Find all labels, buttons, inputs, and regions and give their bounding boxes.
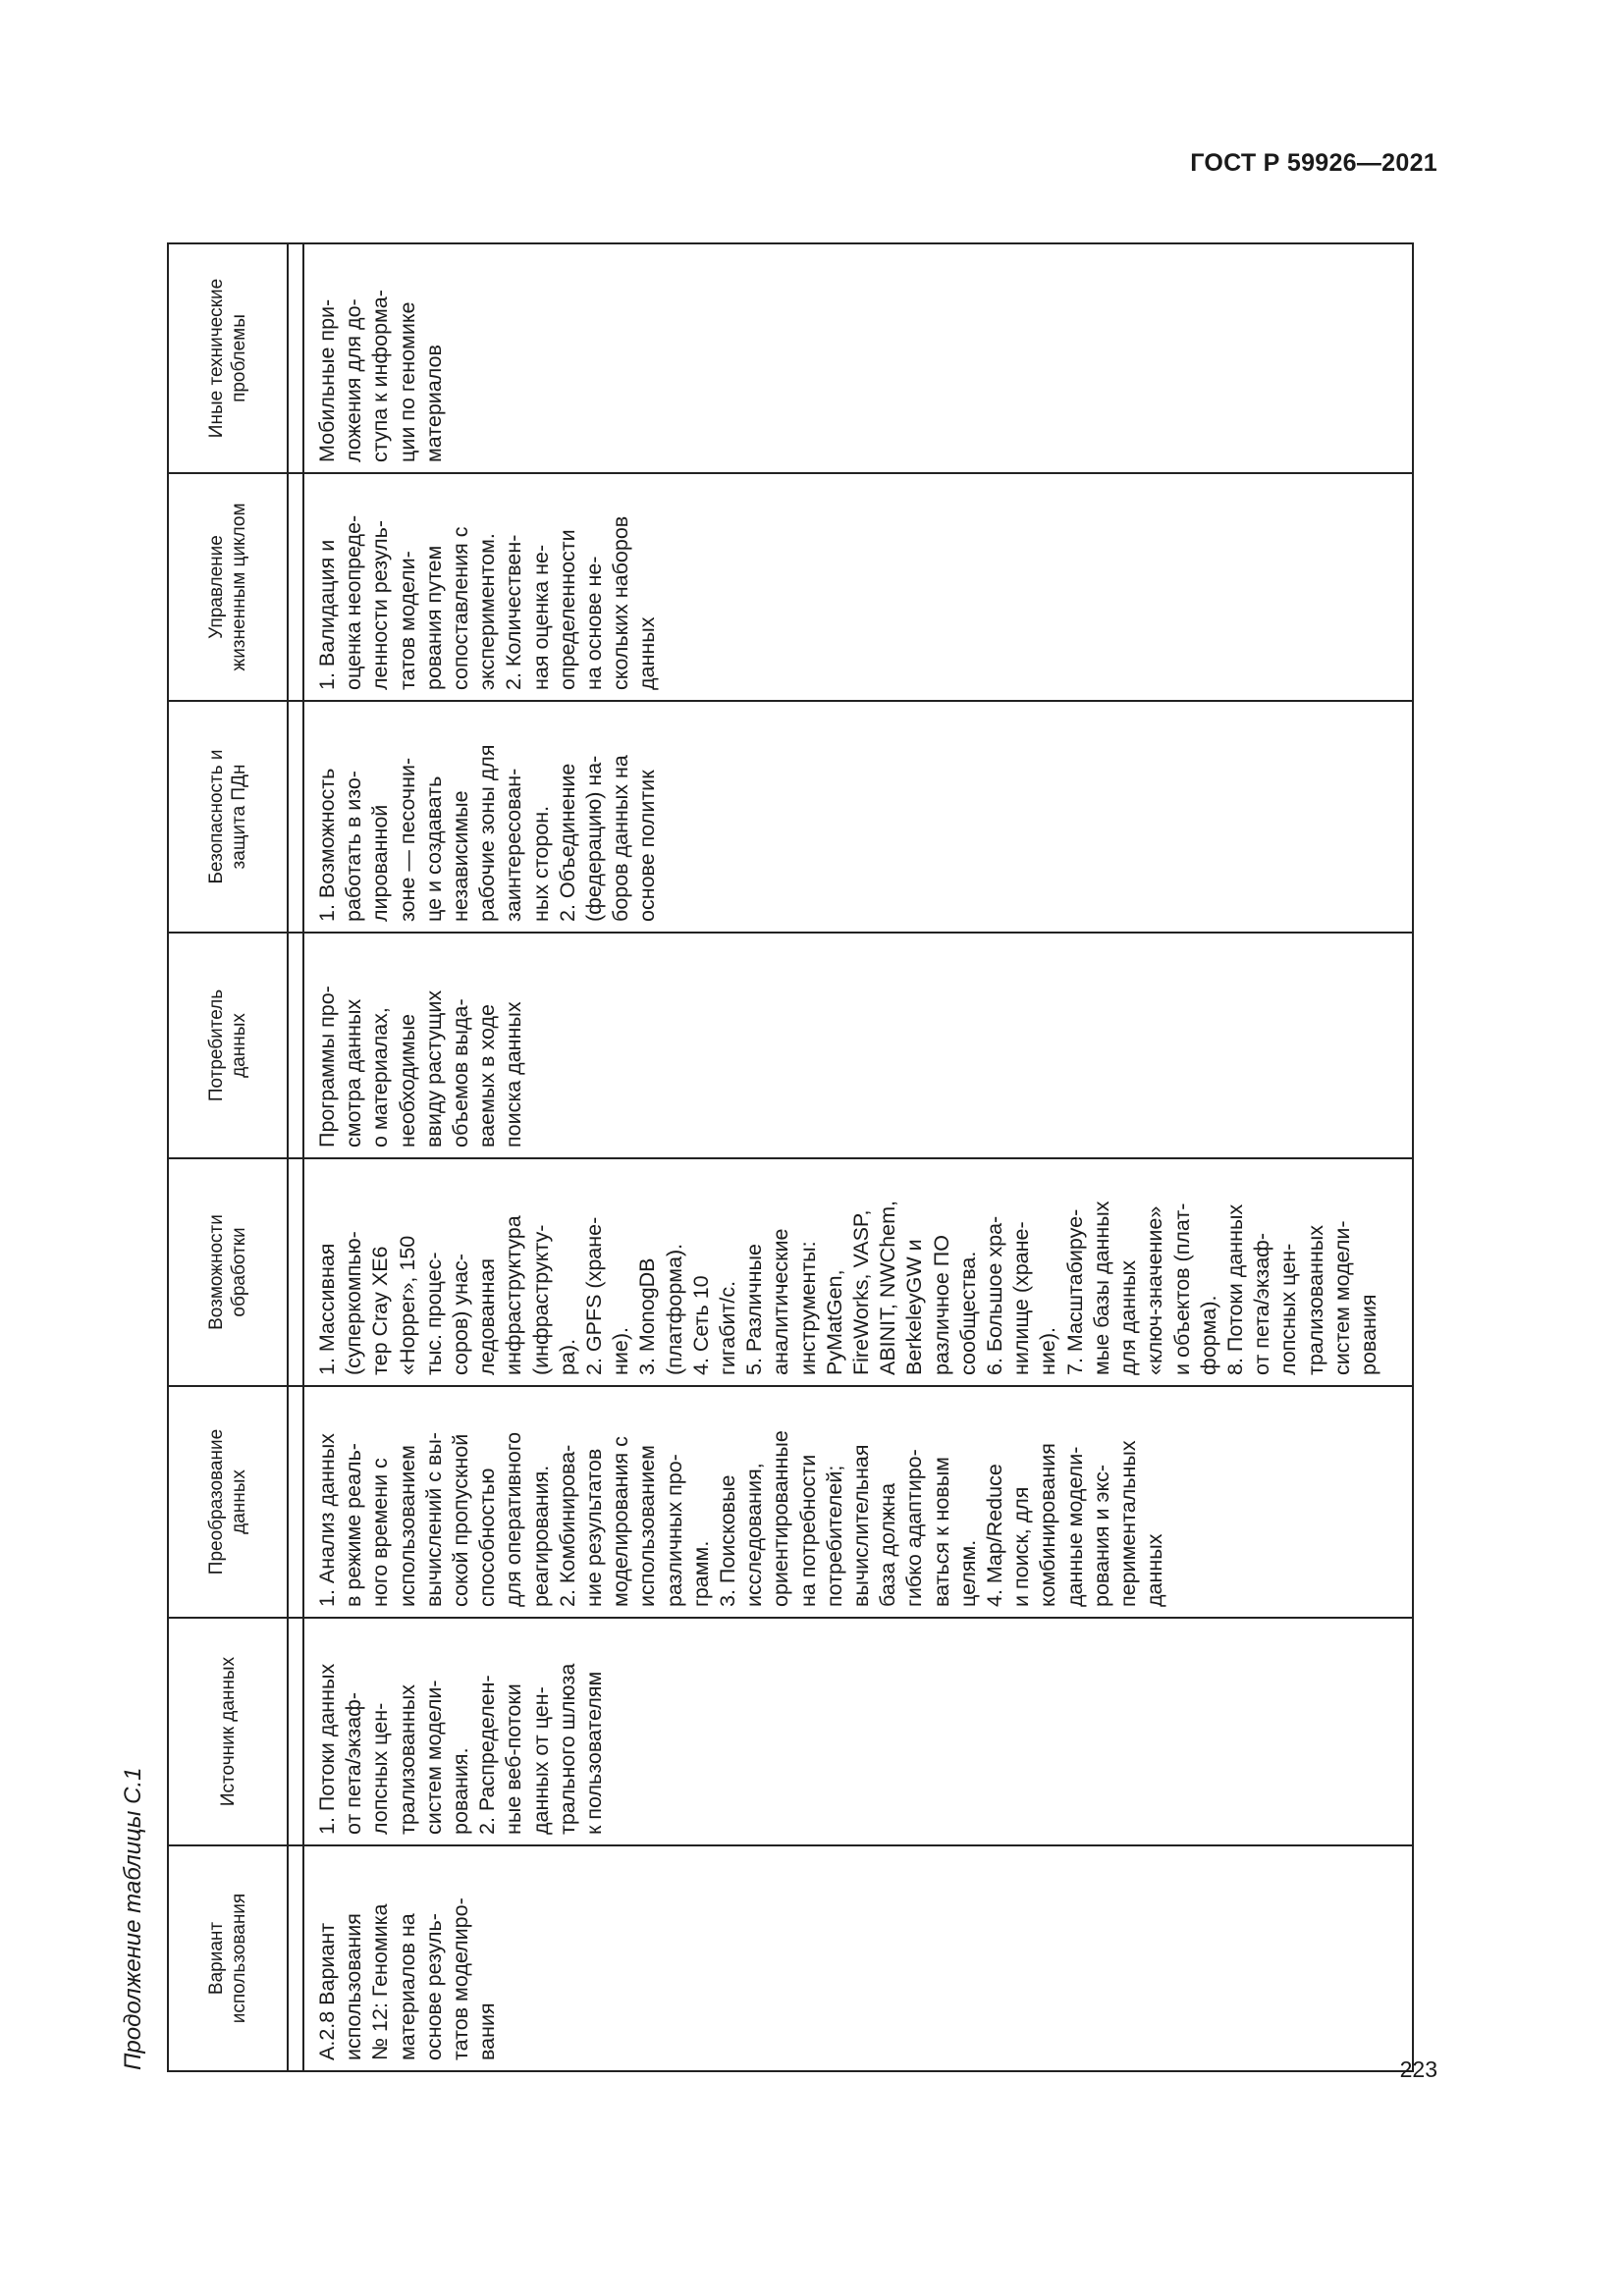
cell-text-line: систем модели- — [421, 1680, 446, 1835]
cell-text-line: вания — [475, 2002, 500, 2060]
cell-text-line: ра). — [555, 1338, 579, 1375]
cell-text-line: 2. GPFS (хране- — [582, 1216, 607, 1375]
cell-text-line: экспериментом. — [475, 533, 500, 690]
column-header-line: обработки — [229, 1227, 249, 1317]
cell-text-line: потребителей; — [822, 1465, 846, 1607]
cell-text-line: татов модели- — [395, 551, 419, 690]
cell-text-line: периментальных — [1116, 1440, 1141, 1607]
column-header-1 — [168, 1845, 288, 2071]
cell-text-line: нилище (хране- — [1009, 1221, 1034, 1375]
column-header-line: Источник данных — [217, 1656, 239, 1807]
table-header-row — [168, 243, 288, 2071]
cell-text-line: тер Cray XE6 — [368, 1246, 393, 1375]
cell-text-line: 1. Возможность — [315, 768, 339, 922]
cell-text-line: FireWorks, VASP, — [849, 1209, 874, 1375]
cell-text-line: 5. Различные — [742, 1244, 767, 1375]
column-header-7 — [168, 473, 288, 701]
cell-text-line: ных сторон. — [528, 805, 553, 922]
cell-text-line: независимые — [449, 790, 473, 922]
cell-text-line: оценка неопреде- — [342, 514, 366, 690]
cell-text-line: PyMatGen, — [822, 1269, 846, 1375]
column-header-6 — [168, 701, 288, 933]
column-header-8 — [168, 243, 288, 473]
cell-text-line: 2. Комбинирова- — [555, 1444, 579, 1607]
cell-text-line: систем модели- — [1329, 1220, 1354, 1375]
cell-text-line: инструменты: — [795, 1241, 820, 1375]
cell-text-line: сопоставления с — [449, 526, 473, 690]
cell-text-line: 1. Потоки данных — [315, 1663, 339, 1835]
cell-text-line: ввиду растущих — [421, 989, 446, 1148]
cell-text-line: соров) унас- — [449, 1254, 473, 1375]
cell-text-line: данных от цен- — [528, 1686, 553, 1835]
column-header-line: данных — [229, 1469, 249, 1534]
cell-text-line: материалов — [421, 345, 446, 462]
cell-text-line: (платформа). — [662, 1243, 686, 1375]
cell-text-line: № 12: Геномика — [368, 1903, 393, 2060]
cell-text-line: 2. Объединение — [555, 763, 579, 922]
cell-text-line: Мобильные при- — [315, 298, 339, 462]
table-cell-col-6 — [303, 701, 1413, 933]
cell-text-line: (суперкомпью- — [342, 1231, 366, 1375]
cell-text-line: лированной — [368, 804, 393, 922]
cell-text-line: на потребности — [795, 1454, 820, 1607]
cell-text-line: сокой пропускной — [449, 1433, 473, 1607]
cell-text-line: вычислительная — [849, 1444, 874, 1607]
cell-text-line: ного времени с — [368, 1458, 393, 1607]
cell-text-line: от пета/экзаф- — [1250, 1232, 1274, 1375]
cell-text-line: инфраструктура — [502, 1215, 526, 1375]
table-cell-col-7 — [303, 473, 1413, 701]
standard-header: ГОСТ Р 59926—2021 — [1190, 149, 1437, 177]
table-cell-col-1 — [303, 1845, 1413, 2071]
cell-text-line: 6. Большое хра- — [983, 1215, 1007, 1375]
column-header-line: жизненным циклом — [229, 503, 249, 671]
cell-text-line: ная оценка не- — [528, 544, 553, 690]
cell-text-line: А.2.8 Вариант — [315, 1922, 339, 2060]
cell-text-line: лопсных цен- — [1276, 1243, 1301, 1375]
cell-text-line: объемов выда- — [449, 998, 473, 1148]
cell-text-line: ции по геномике — [395, 301, 419, 462]
cell-text-line: 4. Map/Reduce — [983, 1464, 1007, 1607]
cell-text-line: 1. Валидация и — [315, 539, 339, 690]
column-header-line: Потребитель — [206, 988, 227, 1102]
cell-text-line: це и создавать — [421, 775, 446, 922]
cell-text-line: 1. Анализ данных — [315, 1433, 339, 1607]
cell-text-line: для оперативного — [502, 1431, 526, 1607]
cell-text-line: ние). — [609, 1327, 633, 1375]
cell-text-line: от пета/экзаф- — [342, 1691, 366, 1835]
cell-text-line: и поиск, для — [1009, 1486, 1034, 1607]
cell-text-line: аналитические — [769, 1228, 793, 1375]
column-header-line: данных — [229, 1013, 249, 1078]
cell-text-line: исследования, — [742, 1463, 767, 1607]
table-cell-col-5 — [303, 933, 1413, 1158]
cell-text-line: зоне — песочни- — [395, 757, 419, 922]
cell-text-line: ледованная — [475, 1257, 500, 1375]
cell-text-line: ABINIT, NWChem, — [876, 1201, 900, 1375]
requirements-table — [167, 242, 1414, 2072]
cell-text-line: база должна — [876, 1482, 900, 1607]
cell-text-line: 8. Потоки данных — [1222, 1203, 1247, 1375]
column-header-line: Преобразование — [206, 1428, 227, 1575]
cell-text-line: Программы про- — [315, 986, 339, 1148]
cell-text-line: ориентированные — [769, 1430, 793, 1607]
column-header-line: защита ПДн — [229, 764, 249, 870]
page-number: 223 — [1399, 2056, 1437, 2082]
table-cell-col-8 — [303, 243, 1413, 473]
cell-text-line: «Hopper», 150 — [395, 1235, 419, 1375]
cell-text-line: использованием — [395, 1445, 419, 1607]
cell-text-line: 4. Сеть 10 — [688, 1275, 713, 1375]
cell-text-line: использованием — [635, 1445, 660, 1607]
cell-text-line: рования. — [449, 1747, 473, 1835]
column-header-2 — [168, 1618, 288, 1845]
table-row — [303, 243, 1413, 2071]
column-header-line: проблемы — [229, 314, 249, 402]
cell-text-line: смотра данных — [342, 998, 366, 1148]
column-header-line: Управление — [206, 535, 227, 639]
cell-text-line: 3. MonogDB — [635, 1257, 660, 1375]
cell-text-line: о материалах, — [368, 1007, 393, 1148]
cell-text-line: данных — [635, 616, 660, 690]
cell-text-line: боров данных на — [609, 755, 633, 922]
cell-text-line: данные модели- — [1062, 1446, 1087, 1607]
cell-text-line: гибко адаптиро- — [902, 1449, 927, 1607]
cell-text-line: татов моделиро- — [449, 1897, 473, 2060]
cell-text-line: в режиме реаль- — [342, 1443, 366, 1607]
cell-text-line: мые базы данных — [1089, 1201, 1113, 1375]
table-cell-col-3 — [303, 1386, 1413, 1618]
rotated-table-area — [120, 242, 1416, 2084]
cell-text-line: данных — [1143, 1533, 1167, 1607]
cell-text-line: ные веб-потоки — [502, 1683, 526, 1835]
table-caption: Продолжение таблицы С.1 — [120, 1767, 146, 2070]
column-header-5 — [168, 933, 288, 1158]
cell-text-line: BerkeleyGW и — [902, 1239, 927, 1375]
cell-text-line: гигабит/с. — [716, 1280, 740, 1375]
cell-text-line: 1. Массивная — [315, 1243, 339, 1375]
column-header-line: Вариант — [206, 1921, 227, 1996]
cell-text-line: способностью — [475, 1468, 500, 1607]
cell-text-line: и объектов (плат- — [1169, 1202, 1194, 1375]
cell-text-line: форма). — [1196, 1295, 1220, 1375]
cell-text-line: лопсных цен- — [368, 1702, 393, 1835]
cell-text-line: 2. Распределен- — [475, 1675, 500, 1835]
table-cell-col-4 — [303, 1158, 1413, 1386]
cell-text-line: тыс. процес- — [421, 1252, 446, 1375]
cell-text-line: материалов на — [395, 1913, 419, 2060]
cell-text-line: различное ПО — [929, 1235, 953, 1375]
cell-text-line: использования — [342, 1913, 366, 2060]
cell-text-line: ленности резуль- — [368, 519, 393, 690]
table-cell-col-2 — [303, 1618, 1413, 1845]
cell-text-line: трального шлюза — [555, 1663, 579, 1835]
cell-text-line: ние). — [1036, 1327, 1060, 1375]
cell-text-line: трализованных — [1303, 1225, 1327, 1375]
cell-text-line: рования и экс- — [1089, 1464, 1113, 1607]
cell-text-line: ние результатов — [582, 1448, 607, 1607]
cell-text-line: рования путем — [421, 545, 446, 690]
cell-text-line: ваться к новым — [929, 1457, 953, 1607]
cell-text-line: ступа к информа- — [368, 290, 393, 462]
cell-text-line: к пользователям — [582, 1671, 607, 1835]
cell-text-line: грамм. — [688, 1540, 713, 1607]
cell-text-line: основе резуль- — [421, 1913, 446, 2060]
cell-text-line: вычислений с вы- — [421, 1432, 446, 1607]
cell-text-line: трализованных — [395, 1684, 419, 1835]
cell-text-line: поиска данных — [502, 1001, 526, 1148]
cell-text-line: рования — [1356, 1294, 1380, 1375]
cell-text-line: на основе не- — [582, 556, 607, 690]
cell-text-line: различных про- — [662, 1454, 686, 1607]
column-header-line: Возможности — [206, 1214, 227, 1330]
cell-text-line: определенности — [555, 529, 579, 690]
cell-text-line: основе политик — [635, 770, 660, 922]
cell-text-line: комбинирования — [1036, 1443, 1060, 1607]
cell-text-line: 2. Количествен- — [502, 534, 526, 690]
column-header-line: использования — [229, 1893, 249, 2024]
cell-text-line: заинтересован- — [502, 768, 526, 922]
cell-text-line: 3. Поисковые — [716, 1474, 740, 1607]
cell-text-line: рабочие зоны для — [475, 744, 500, 922]
column-header-line: Иные технические — [206, 278, 227, 439]
header-separator — [288, 243, 303, 2071]
column-header-line: Безопасность и — [206, 749, 227, 884]
cell-text-line: ваемых в ходе — [475, 1004, 500, 1148]
cell-text-line: скольких наборов — [609, 515, 633, 690]
cell-text-line: для данных — [1116, 1259, 1141, 1375]
column-header-3 — [168, 1386, 288, 1618]
cell-text-line: (инфраструкту- — [528, 1224, 553, 1375]
cell-text-line: сообщества. — [955, 1251, 980, 1375]
cell-text-line: 7. Масштабируе- — [1062, 1208, 1087, 1375]
cell-text-line: реагирования. — [528, 1465, 553, 1607]
cell-text-line: работать в изо- — [342, 771, 366, 922]
cell-text-line: ложения для до- — [342, 298, 366, 462]
cell-text-line: необходимые — [395, 1013, 419, 1148]
column-header-4 — [168, 1158, 288, 1386]
cell-text-line: целям. — [955, 1539, 980, 1607]
cell-text-line: «ключ-значение» — [1143, 1205, 1167, 1375]
cell-text-line: моделирования с — [609, 1436, 633, 1607]
cell-text-line: (федерацию) на- — [582, 755, 607, 922]
